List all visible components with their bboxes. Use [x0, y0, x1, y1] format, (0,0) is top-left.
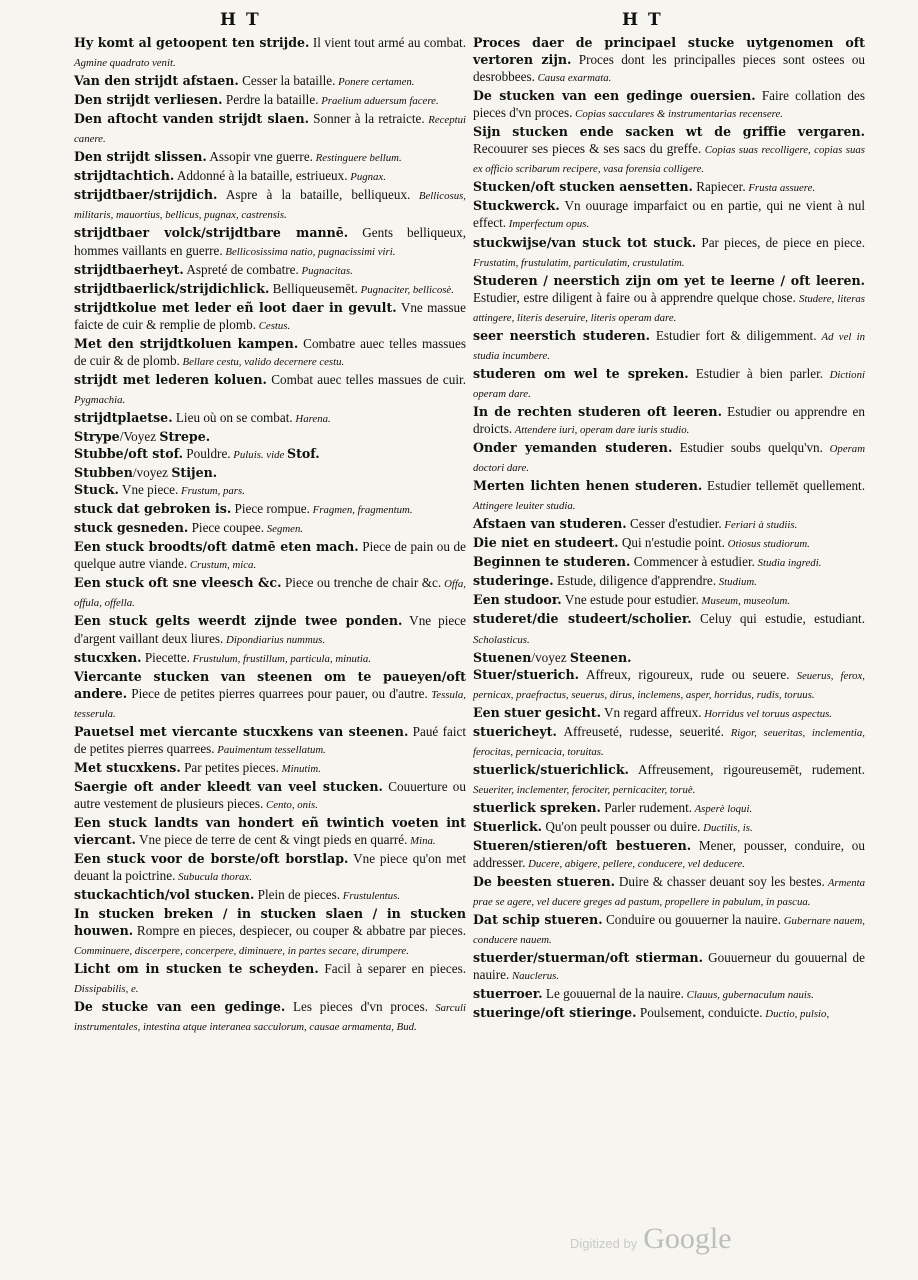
dictionary-entry: [74, 905, 466, 960]
dictionary-entry: [473, 837, 865, 873]
latin-gloss: Subucula thorax.: [175, 871, 252, 884]
latin-gloss: Offa, offula, offella.: [74, 578, 466, 610]
dictionary-entry: [74, 428, 466, 445]
dictionary-entry: [473, 649, 865, 666]
latin-gloss: Studia ingredi.: [754, 557, 822, 570]
latin-gloss: Copias sacculares & instrumentarias recensere.: [572, 108, 783, 121]
latin-gloss: Attingere leuiter studia.: [473, 500, 576, 513]
french-gloss: Facil à separer en pieces.: [318, 961, 466, 977]
headword: Stueren/stieren/oft bestueren.: [473, 838, 692, 854]
latin-gloss: Frusta assuere.: [745, 182, 816, 195]
headword: Een stuck voor de borste/oft borstlap.: [74, 851, 349, 867]
dictionary-entry: [473, 365, 865, 403]
french-gloss: Vne piece d'argent vaillant deux liures.: [74, 613, 466, 646]
dictionary-entry: [473, 985, 865, 1004]
french-gloss: Assopir vne guerre.: [206, 149, 313, 165]
dictionary-entry: [74, 72, 466, 91]
french-gloss: Qui n'estudie point.: [618, 535, 725, 551]
watermark-prefix: Digitized by: [570, 1236, 638, 1251]
latin-gloss: Feriari à studiis.: [721, 519, 798, 532]
dictionary-entry: [74, 280, 466, 299]
dictionary-entry: [74, 998, 466, 1036]
headword: De beesten stueren.: [473, 874, 615, 890]
latin-gloss: Armenta prae se agere, vel ducere greges ad pastum, propellere in pabulum, in pascua.: [473, 877, 865, 909]
french-gloss: /Voyez: [119, 428, 160, 444]
dictionary-entry: [473, 572, 865, 591]
headword: strijdtbaer/strijdich.: [74, 187, 218, 203]
dictionary-entry: [74, 649, 466, 668]
running-header-right: H T: [622, 10, 663, 30]
french-gloss: Cesser la bataille.: [238, 73, 336, 89]
latin-gloss: Studere, literas attingere, literis deseruire, literis operam dare.: [473, 292, 866, 324]
dictionary-entry: [473, 34, 865, 87]
headword: Den aftocht vanden strijdt slaen.: [74, 111, 310, 127]
headword: In de rechten studeren oft leeren.: [473, 403, 722, 419]
latin-gloss: Cento, onis.: [263, 798, 318, 811]
french-gloss: Vn regard affreux.: [600, 704, 702, 720]
headword: Een stuck gelts weerdt zijnde twee ponden.: [74, 613, 403, 629]
headword: Beginnen te studeren.: [473, 554, 631, 570]
dictionary-entry: [473, 873, 865, 911]
headword: Sijn stucken ende sacken wt de griffie vergaren.: [473, 124, 865, 140]
french-gloss: Estudier tellemēt quellement.: [702, 478, 865, 494]
headword: In stucken breken / in stucken slaen / in stucken houwen.: [74, 906, 466, 939]
headword: Die niet en studeert.: [473, 535, 619, 551]
french-gloss: Commencer à estudier.: [630, 554, 755, 570]
french-gloss: Par pieces, de piece en piece.: [696, 234, 865, 250]
latin-gloss: Tessula, tesserula.: [74, 688, 466, 720]
latin-gloss: Bellare cestu, valido decernere cestu.: [179, 355, 345, 368]
headword: Met stucxkens.: [74, 759, 181, 775]
latin-gloss: Dictioni operam dare.: [473, 368, 865, 400]
dictionary-entry: [473, 477, 865, 515]
headword: De stucke van een gedinge.: [74, 999, 286, 1015]
dictionary-entry: [74, 224, 466, 260]
dictionary-entry: [74, 464, 466, 481]
dictionary-entry: [473, 439, 865, 477]
latin-gloss: Praelium aduersum facere.: [318, 95, 439, 108]
dictionary-entry: [74, 91, 466, 110]
french-gloss: Sonner à la retraicte.: [309, 111, 425, 127]
french-gloss: Estudier ou apprendre en droicts.: [473, 403, 865, 436]
dictionary-entry: [74, 186, 466, 224]
dictionary-entry: [74, 148, 466, 167]
latin-gloss: Seuerus, ferox, pernicax, praefractus, seuerus, dirus, inclemens, asper, horridus, rudis, toruus.: [473, 669, 866, 701]
french-gloss: Vn ouurage imparfaict ou en partie, qui ne vient à nul effect.: [473, 198, 865, 231]
dictionary-entry: [74, 850, 466, 886]
cross-reference: Stijen.: [171, 465, 218, 481]
latin-gloss: Causa exarmata.: [534, 72, 612, 85]
cross-reference: Stof.: [286, 446, 320, 462]
left-column: [74, 34, 466, 1037]
french-gloss: Combat auec telles massues de cuir.: [266, 371, 466, 387]
latin-gloss: Pauimentum tessellatum.: [214, 743, 326, 756]
headword: stuerroer.: [473, 986, 543, 1002]
latin-gloss: Bellicosissima natio, pugnacissimi viri.: [222, 245, 396, 258]
headword: studeren om wel te spreken.: [473, 365, 689, 381]
headword: stueringe/oft stieringe.: [473, 1005, 637, 1021]
latin-gloss: Cestus.: [256, 319, 291, 332]
headword: Stuckwerck.: [473, 198, 560, 214]
headword: De stucken van een gedinge ouersien.: [473, 88, 756, 104]
latin-gloss: Sarculi instrumentales, intestina atque interanea sacculorum, causae armamenta, Bud.: [74, 1002, 466, 1034]
latin-gloss: Clauus, gubernaculum nauis.: [683, 989, 814, 1002]
latin-gloss: Horridus vel toruus aspectus.: [701, 707, 833, 720]
latin-gloss: Crustum, mica.: [187, 559, 257, 572]
french-gloss: /voyez: [132, 465, 172, 481]
latin-gloss: Pygmachia.: [74, 393, 126, 406]
dictionary-entry: [74, 612, 466, 648]
latin-gloss: Studium.: [716, 576, 757, 589]
latin-gloss: Ductio, pulsio,: [762, 1008, 830, 1021]
dictionary-entry: [74, 538, 466, 574]
french-gloss: Il vient tout armé au combat.: [309, 35, 467, 50]
french-gloss: Par petites pieces.: [180, 759, 279, 775]
headword: strijdtbaerheyt.: [74, 261, 184, 277]
french-gloss: Piece coupee.: [188, 520, 265, 536]
headword: Studeren / neerstich zijn om yet te leerne / oft leeren.: [473, 272, 865, 288]
headword: stuerlick/stuerichlick.: [473, 761, 629, 777]
latin-gloss: Operam doctori dare.: [473, 443, 866, 475]
headword: studeringe.: [473, 573, 554, 589]
french-gloss: /voyez: [531, 649, 570, 665]
latin-gloss: Ductilis, is.: [700, 821, 753, 834]
french-gloss: Vne piece.: [118, 482, 179, 498]
dictionary-entry: [473, 234, 865, 272]
dictionary-entry: [74, 409, 466, 428]
french-gloss: Perdre la bataille.: [222, 92, 319, 108]
headword: strijdtkolue met leder eñ loot daer in gevult.: [74, 299, 397, 315]
french-gloss: Piece ou trenche de chair &c.: [281, 575, 442, 591]
headword: stuckwijse/van stuck tot stuck.: [473, 234, 697, 250]
dictionary-entry: [74, 574, 466, 612]
headword: seer neerstich studeren.: [473, 327, 650, 343]
french-gloss: Poulsement, conduicte.: [636, 1005, 763, 1021]
latin-gloss: Nauclerus.: [509, 970, 560, 983]
dictionary-entry: [473, 911, 865, 949]
headword: Een stuck landts van hondert eñ twintich voeten int viercant.: [74, 814, 466, 848]
headword: stuerder/stuerman/oft stierman.: [473, 950, 703, 966]
dictionary-entry: [473, 403, 865, 439]
latin-gloss: Ponere certamen.: [335, 76, 415, 89]
french-gloss: Aspreté de combatre.: [183, 261, 299, 277]
headword: strijdtbaerlick/strijdichlick.: [74, 280, 270, 296]
french-gloss: Belliqueusemēt.: [269, 280, 358, 296]
french-gloss: Duire & chasser deuant soy les bestes.: [615, 874, 825, 890]
french-gloss: Les pieces d'vn proces.: [285, 999, 429, 1015]
latin-gloss: Copias suas recolligere, copias suas ex officio scribarum recipere, vasa forensia colligere.: [473, 144, 865, 176]
dictionary-entry: [74, 335, 466, 371]
french-gloss: Vne massue faicte de cuir & remplie de plomb.: [74, 299, 466, 332]
latin-gloss: Minutim.: [278, 762, 321, 775]
latin-gloss: Restinguere bellum.: [312, 152, 402, 165]
latin-gloss: Receptui canere.: [74, 114, 466, 146]
french-gloss: Vne piece de terre de cent & vingt pieds en quarré.: [135, 832, 408, 848]
latin-gloss: Mina.: [407, 835, 436, 848]
latin-gloss: Bellicosus, militaris, mauortius, bellicus, pugnax, castrensis.: [74, 190, 466, 222]
french-gloss: Vne piece qu'on met deuant la poictrine.: [74, 851, 466, 884]
headword: stuck dat gebroken is.: [74, 501, 232, 517]
headword: Proces daer de principael stucke uytgenomen oft vertoren zijn.: [473, 35, 865, 68]
dictionary-entry: [473, 178, 865, 197]
latin-gloss: Museum, museolum.: [698, 595, 790, 608]
latin-gloss: Comminuere, discerpere, concerpere, diminuere, in partes secare, dirumpere.: [74, 945, 409, 958]
headword: Met den strijdtkoluen kampen.: [74, 335, 299, 351]
dictionary-entry: [74, 668, 466, 723]
headword: Merten lichten henen studeren.: [473, 478, 703, 494]
cross-reference: Steenen.: [569, 649, 632, 665]
french-gloss: Estudier soubs quelqu'vn.: [672, 440, 823, 456]
latin-gloss: Puluis. vide: [230, 449, 287, 462]
dictionary-entry: [473, 704, 865, 723]
french-gloss: Lieu où on se combat.: [172, 409, 293, 425]
dictionary-entry: [74, 886, 466, 905]
french-gloss: Piece rompue.: [231, 501, 310, 517]
headword: Strype: [74, 428, 120, 444]
headword: Stucken/oft stucken aensetten.: [473, 179, 693, 195]
headword: Saergie oft ander kleedt van veel stucken.: [74, 778, 383, 794]
latin-gloss: Otiosus studiorum.: [724, 538, 810, 551]
latin-gloss: Pugnaciter, bellicosè.: [357, 283, 454, 296]
dictionary-entry: [74, 299, 466, 335]
headword: Pauetsel met viercante stucxkens van steenen.: [74, 723, 409, 739]
dictionary-entry: [473, 1004, 865, 1023]
headword: strijdt met lederen koluen.: [74, 371, 267, 387]
latin-gloss: Dipondiarius nummus.: [223, 633, 326, 646]
headword: Een stuck broodts/oft datmē eten mach.: [74, 539, 359, 555]
dictionary-entry: [473, 949, 865, 985]
dictionary-entry: [74, 960, 466, 998]
dictionary-entry: [473, 197, 865, 233]
latin-gloss: Segmen.: [264, 523, 304, 536]
latin-gloss: Frustulum, frustillum, particula, minutia.: [189, 652, 372, 665]
french-gloss: Affreuseté, rudesse, seuerité.: [556, 723, 724, 739]
headword: stuckachtich/vol stucken.: [74, 887, 255, 903]
headword: Licht om in stucken te scheyden.: [74, 961, 319, 977]
dictionary-entry: [473, 610, 865, 648]
headword: strijdtplaetse.: [74, 409, 173, 425]
dictionary-entry: [473, 666, 865, 704]
latin-gloss: Pugnacitas.: [298, 264, 353, 277]
dictionary-entry: [74, 167, 466, 186]
french-gloss: Affreux, rigoureux, rude ou seuere.: [579, 666, 790, 682]
headword: stucxken.: [74, 649, 142, 665]
headword: Afstaen van studeren.: [473, 516, 627, 532]
dictionary-entry: [473, 799, 865, 818]
latin-gloss: Frustulentus.: [340, 890, 401, 903]
dictionary-entry: [473, 761, 865, 799]
latin-gloss: Attendere iuri, operam dare iuris studio.: [512, 423, 690, 436]
latin-gloss: Frustatim, frustulatim, particulatim, crustulatim.: [473, 256, 685, 269]
latin-gloss: Imperfectum opus.: [506, 218, 590, 231]
french-gloss: Parler rudement.: [600, 799, 693, 815]
headword: Een stuer gesicht.: [473, 704, 601, 720]
latin-gloss: Rigor, seueritas, inclementia, ferocitas, pernicacia, toruitas.: [473, 726, 865, 758]
headword: Stuenen: [473, 649, 532, 665]
dictionary-entry: [74, 778, 466, 814]
french-gloss: Conduire ou gouuerner la nauire.: [602, 912, 781, 928]
french-gloss: Affreusement, rigoureusemēt, rudement.: [628, 761, 865, 777]
headword: Een studoor.: [473, 592, 562, 608]
running-header-left: H T: [220, 10, 261, 30]
dictionary-entry: [74, 519, 466, 538]
french-gloss: Recouurer ses pieces & ses sacs du greffe.: [473, 141, 702, 157]
french-gloss: Mener, pousser, conduire, ou addresser.: [473, 838, 865, 871]
dictionary-entry: [74, 261, 466, 280]
french-gloss: Paué faict de petites pierres quarrees.: [74, 723, 467, 756]
dictionary-entry: [473, 123, 865, 178]
dictionary-entry: [74, 723, 466, 759]
dictionary-entry: [74, 500, 466, 519]
headword: stuck gesneden.: [74, 520, 189, 536]
headword: stuerlick spreken.: [473, 799, 601, 815]
dictionary-entry: [473, 515, 865, 534]
digitized-watermark: [570, 1222, 732, 1256]
dictionary-entry: [74, 34, 466, 72]
right-column: [473, 34, 865, 1023]
headword: Stuerlick.: [473, 818, 543, 834]
headword: Van den strijdt afstaen.: [74, 73, 239, 89]
french-gloss: Piecette.: [141, 649, 190, 665]
latin-gloss: Seueriter, inclementer, ferociter, pernicaciter, toruè.: [473, 783, 696, 796]
dictionary-entry: [473, 327, 865, 365]
headword: strijdtbaer volck/strijdtbare mannē.: [74, 225, 349, 241]
french-gloss: Estudier fort & diligemment.: [650, 327, 817, 343]
headword: Onder yemanden studeren.: [473, 440, 673, 456]
dictionary-entry: [473, 534, 865, 553]
headword: Stubben: [74, 465, 133, 481]
dictionary-entry: [74, 759, 466, 778]
headword: Viercante stucken van steenen om te paueyen/oft andere.: [74, 668, 466, 701]
headword: Den strijdt slissen.: [74, 149, 207, 165]
headword: strijdtachtich.: [74, 168, 175, 184]
headword: Hy komt al getoopent ten strijde.: [74, 35, 310, 50]
dictionary-entry: [74, 445, 466, 464]
dictionary-entry: [74, 481, 466, 500]
french-gloss: Combatre auec telles massues de cuir & de plomb.: [74, 335, 466, 368]
latin-gloss: Ad vel in studia incumbere.: [473, 330, 865, 362]
headword: studeret/die studeert/scholier.: [473, 611, 692, 627]
dictionary-entry: [473, 591, 865, 610]
google-logo: Google: [643, 1222, 732, 1255]
french-gloss: Piece de pain ou de quelque autre viande.: [74, 539, 466, 572]
french-gloss: Pouldre.: [182, 446, 231, 462]
latin-gloss: Pugnax.: [347, 171, 386, 184]
french-gloss: Addonné à la bataille, estriueux.: [174, 168, 348, 184]
headword: stuericheyt.: [473, 723, 557, 739]
latin-gloss: Gubernare nauem, conducere nauem.: [473, 915, 865, 947]
dictionary-entry: [74, 110, 466, 148]
latin-gloss: Dissipabilis, e.: [74, 983, 139, 996]
latin-gloss: Agmine quadrato venit.: [74, 57, 176, 70]
french-gloss: Estude, diligence d'apprendre.: [553, 573, 717, 589]
dictionary-entry: [74, 814, 466, 850]
headword: Dat schip stueren.: [473, 912, 603, 928]
french-gloss: Piece de petites pierres quarrees pour pauer, ou d'autre.: [127, 685, 428, 701]
french-gloss: Qu'on peult pousser ou duire.: [542, 818, 701, 834]
cross-reference: Strepe.: [159, 428, 211, 444]
headword: Een stuck oft sne vleesch &c.: [74, 575, 282, 591]
french-gloss: Estudier à bien parler.: [688, 365, 824, 381]
dictionary-entry: [473, 723, 865, 761]
french-gloss: Proces dont les principalles pieces sont ostees ou desrobbees.: [473, 52, 866, 85]
dictionary-entry: [473, 87, 865, 123]
latin-gloss: Scholasticus.: [473, 633, 530, 646]
french-gloss: Rapiecer.: [692, 179, 746, 195]
latin-gloss: Harena.: [292, 412, 331, 425]
latin-gloss: Frustum, pars.: [178, 485, 245, 498]
latin-gloss: Asperè loqui.: [692, 802, 753, 815]
french-gloss: Rompre en pieces, despiecer, ou couper & abbatre par pieces.: [133, 923, 466, 939]
latin-gloss: Fragmen, fragmentum.: [309, 504, 413, 517]
dictionary-entry: [473, 818, 865, 837]
french-gloss: Gents belliqueux, hommes vaillants en guerre.: [74, 225, 466, 258]
dictionary-entry: [473, 272, 865, 327]
french-gloss: Faire collation des pieces d'vn proces.: [473, 88, 865, 121]
dictionary-entry: [473, 553, 865, 572]
french-gloss: Couuerture ou autre vestement de plusieurs pieces.: [74, 778, 466, 811]
headword: Stuck.: [74, 482, 119, 498]
french-gloss: Celuy qui estudie, estudiant.: [691, 611, 866, 627]
dictionary-entry: [74, 371, 466, 409]
french-gloss: Plein de pieces.: [254, 887, 341, 903]
french-gloss: Estudier, estre diligent à faire ou à apprendre quelque chose.: [473, 289, 796, 305]
headword: Den strijdt verliesen.: [74, 92, 223, 108]
french-gloss: Gouuerneur du gouuernal de nauire.: [473, 950, 865, 983]
headword: Stubbe/oft stof.: [74, 446, 183, 462]
headword: Stuer/stuerich.: [473, 666, 580, 682]
french-gloss: Vne estude pour estudier.: [561, 592, 699, 608]
french-gloss: Le gouuernal de la nauire.: [542, 986, 684, 1002]
latin-gloss: Ducere, abigere, pellere, conducere, vel deducere.: [525, 858, 745, 871]
french-gloss: Aspre à la bataille, belliqueux.: [217, 187, 411, 203]
french-gloss: Cesser d'estudier.: [626, 516, 722, 532]
